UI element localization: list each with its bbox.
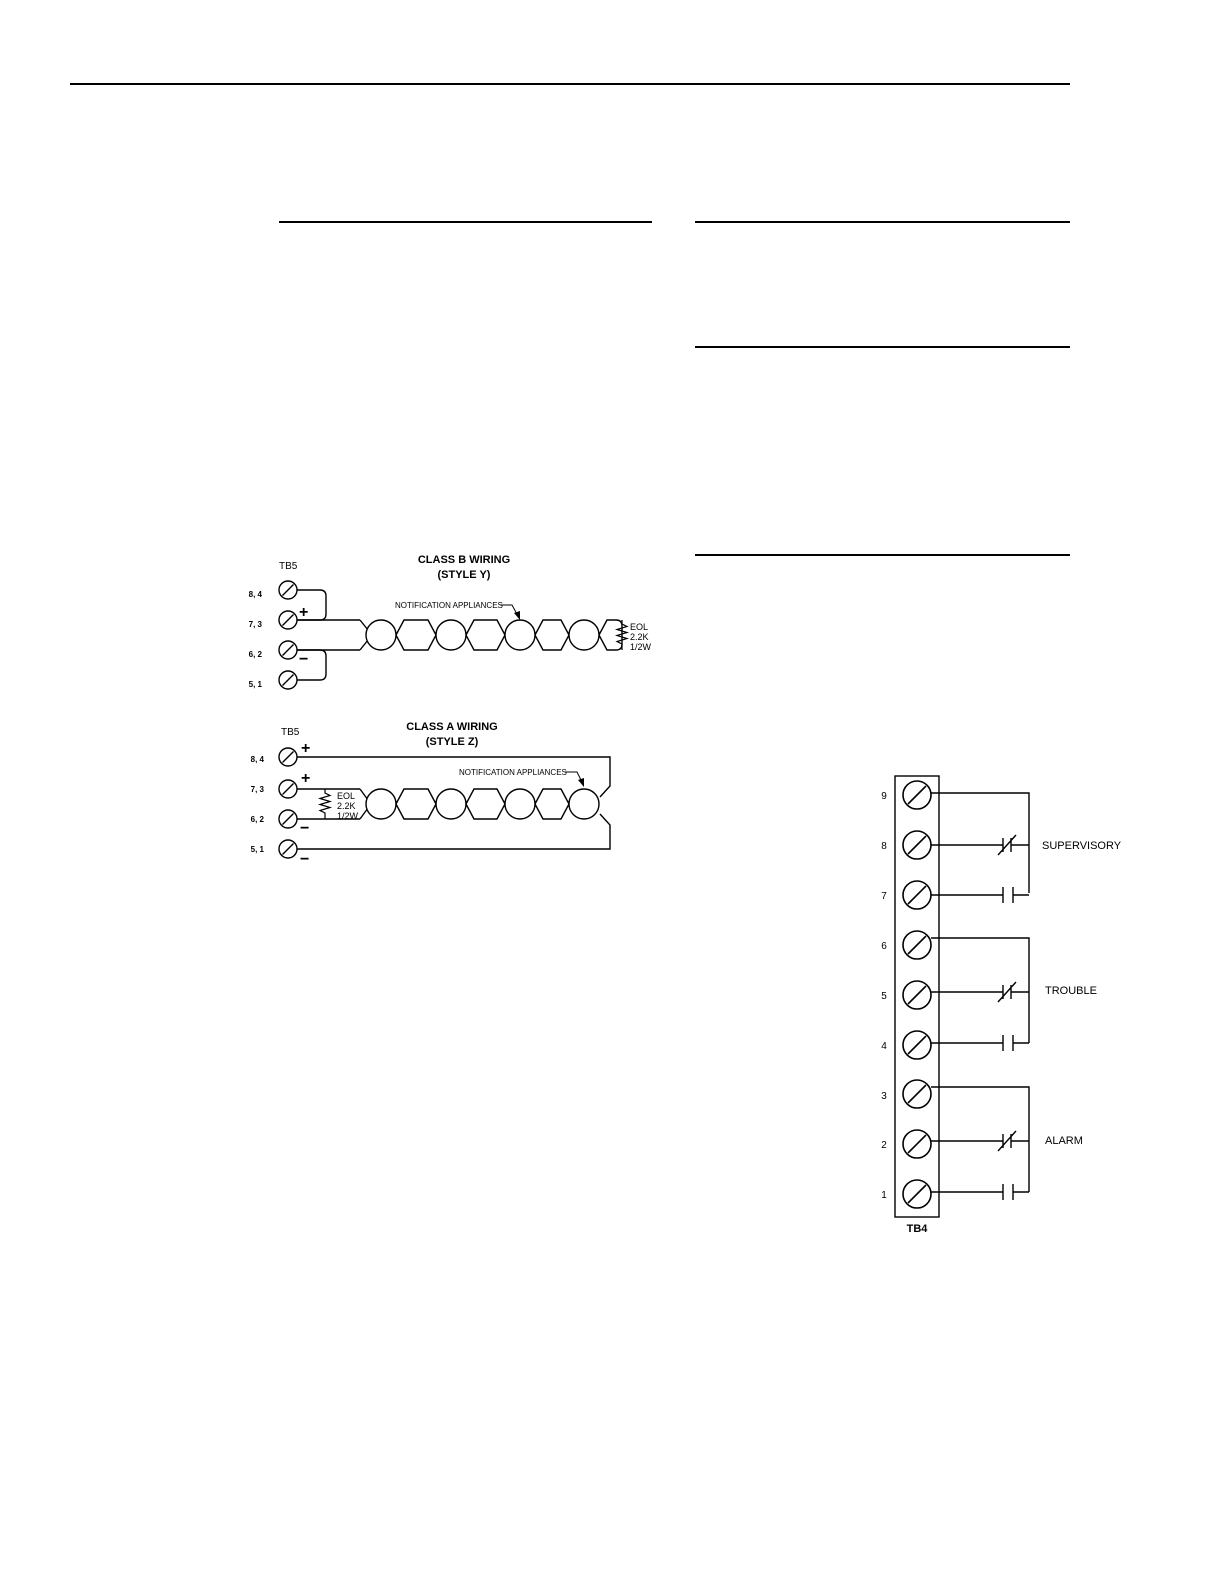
supervisory-label: SUPERVISORY xyxy=(1042,840,1122,852)
supervisory-common-wire xyxy=(931,793,1029,893)
class-b-subtitle: (STYLE Y) xyxy=(437,569,491,581)
class-b-appliance xyxy=(436,620,466,650)
class-b-loop-wire xyxy=(396,620,436,650)
class-b-terminal-screw xyxy=(279,581,297,599)
class-b-eol-value: 2.2K xyxy=(630,632,649,642)
class-a-tb-label: TB5 xyxy=(281,727,300,738)
class-b-appliance xyxy=(505,620,535,650)
class-b-appliances-label: NOTIFICATION APPLIANCES xyxy=(395,601,503,610)
class-a-appliance xyxy=(569,789,599,819)
class-a-loop-wire xyxy=(466,789,505,819)
trouble-common-wire xyxy=(931,938,1029,1043)
class-a-terminal-label: 7, 3 xyxy=(250,785,264,794)
tb4-terminal-screw xyxy=(903,831,931,859)
class-b-terminal-label: 5, 1 xyxy=(248,680,262,689)
tb4-terminal-screw xyxy=(903,981,931,1009)
alarm-common-wire xyxy=(931,1087,1029,1192)
class-a-terminal-label: 6, 2 xyxy=(250,815,264,824)
class-a-terminal-label: 5, 1 xyxy=(250,845,264,854)
class-a-terminal-screw xyxy=(279,810,297,828)
class-a-title: CLASS A WIRING xyxy=(406,721,498,733)
class-b-loop-wire xyxy=(466,620,505,650)
class-a-wiring-diagram xyxy=(251,721,610,868)
tb4-terminal-screw xyxy=(903,1180,931,1208)
class-a-terminal-screw xyxy=(279,748,297,766)
class-b-appliance xyxy=(366,620,396,650)
class-a-eol-rating: 1/2W xyxy=(337,811,359,821)
class-a-minus-sign: − xyxy=(300,851,310,868)
class-b-eol-label: EOL xyxy=(630,622,649,632)
class-a-terminal-label: 8, 4 xyxy=(250,755,264,764)
tb4-terminal-screw xyxy=(903,1031,931,1059)
class-a-eol-resistor xyxy=(320,789,330,819)
class-b-minus-sign: − xyxy=(299,651,309,668)
class-a-appliances-label: NOTIFICATION APPLIANCES xyxy=(459,768,567,777)
tb4-terminal-screw xyxy=(903,881,931,909)
alarm-no-contact xyxy=(931,1184,1029,1200)
class-b-appliance xyxy=(569,620,599,650)
class-a-terminal-screw xyxy=(279,840,297,858)
class-a-appliances-arrowhead xyxy=(578,778,584,787)
tb4-terminal-screw xyxy=(903,1080,931,1108)
tb4-relay-diagram xyxy=(881,776,1122,1235)
class-b-terminal-screw xyxy=(279,671,297,689)
class-a-eol-value: 2.2K xyxy=(337,801,356,811)
class-a-plus-sign: + xyxy=(301,740,311,757)
trouble-no-contact xyxy=(931,1035,1029,1051)
class-b-terminal-label: 6, 2 xyxy=(248,650,262,659)
tb4-pin-number: 4 xyxy=(881,1041,887,1052)
class-b-terminal-screw xyxy=(279,641,297,659)
class-b-wiring-diagram xyxy=(249,554,652,689)
class-b-eol-rating: 1/2W xyxy=(630,642,652,652)
class-b-plus-sign: + xyxy=(299,604,309,621)
tb4-pin-number: 3 xyxy=(881,1091,887,1102)
class-b-loop-wire xyxy=(535,620,569,650)
tb4-pin-number: 6 xyxy=(881,941,887,952)
class-b-tb-label: TB5 xyxy=(279,561,298,572)
tb4-pin-number: 1 xyxy=(881,1190,887,1201)
class-a-terminal-screw xyxy=(279,780,297,798)
trouble-nc-contact xyxy=(931,982,1029,1002)
supervisory-nc-contact xyxy=(931,835,1029,855)
class-a-minus-sign: − xyxy=(300,820,310,837)
class-b-terminal-label: 7, 3 xyxy=(248,620,262,629)
alarm-nc-contact xyxy=(931,1131,1029,1151)
class-a-appliance xyxy=(436,789,466,819)
class-b-appliances-arrowhead xyxy=(514,611,520,620)
class-a-appliance xyxy=(366,789,396,819)
tb4-pin-number: 5 xyxy=(881,991,887,1002)
tb4-terminal-screw xyxy=(903,931,931,959)
tb4-label: TB4 xyxy=(906,1223,928,1235)
class-b-terminal-label: 8, 4 xyxy=(248,590,262,599)
tb4-pin-number: 7 xyxy=(881,891,887,902)
supervisory-no-contact xyxy=(931,887,1029,903)
tb4-pin-number: 9 xyxy=(881,791,887,802)
class-a-appliance xyxy=(505,789,535,819)
trouble-label: TROUBLE xyxy=(1045,985,1097,997)
tb4-terminal-screw xyxy=(903,781,931,809)
tb4-terminal-screw xyxy=(903,1130,931,1158)
class-a-subtitle: (STYLE Z) xyxy=(425,736,479,748)
alarm-label: ALARM xyxy=(1045,1135,1083,1147)
class-a-eol-label: EOL xyxy=(337,791,356,801)
class-b-terminal-screw xyxy=(279,611,297,629)
class-a-loop-wire xyxy=(535,789,569,819)
tb4-pin-number: 2 xyxy=(881,1140,887,1151)
class-a-loop-wire xyxy=(396,789,436,819)
class-b-title: CLASS B WIRING xyxy=(417,554,511,566)
tb4-pin-number: 8 xyxy=(881,841,887,852)
class-a-plus-sign: + xyxy=(301,770,311,787)
